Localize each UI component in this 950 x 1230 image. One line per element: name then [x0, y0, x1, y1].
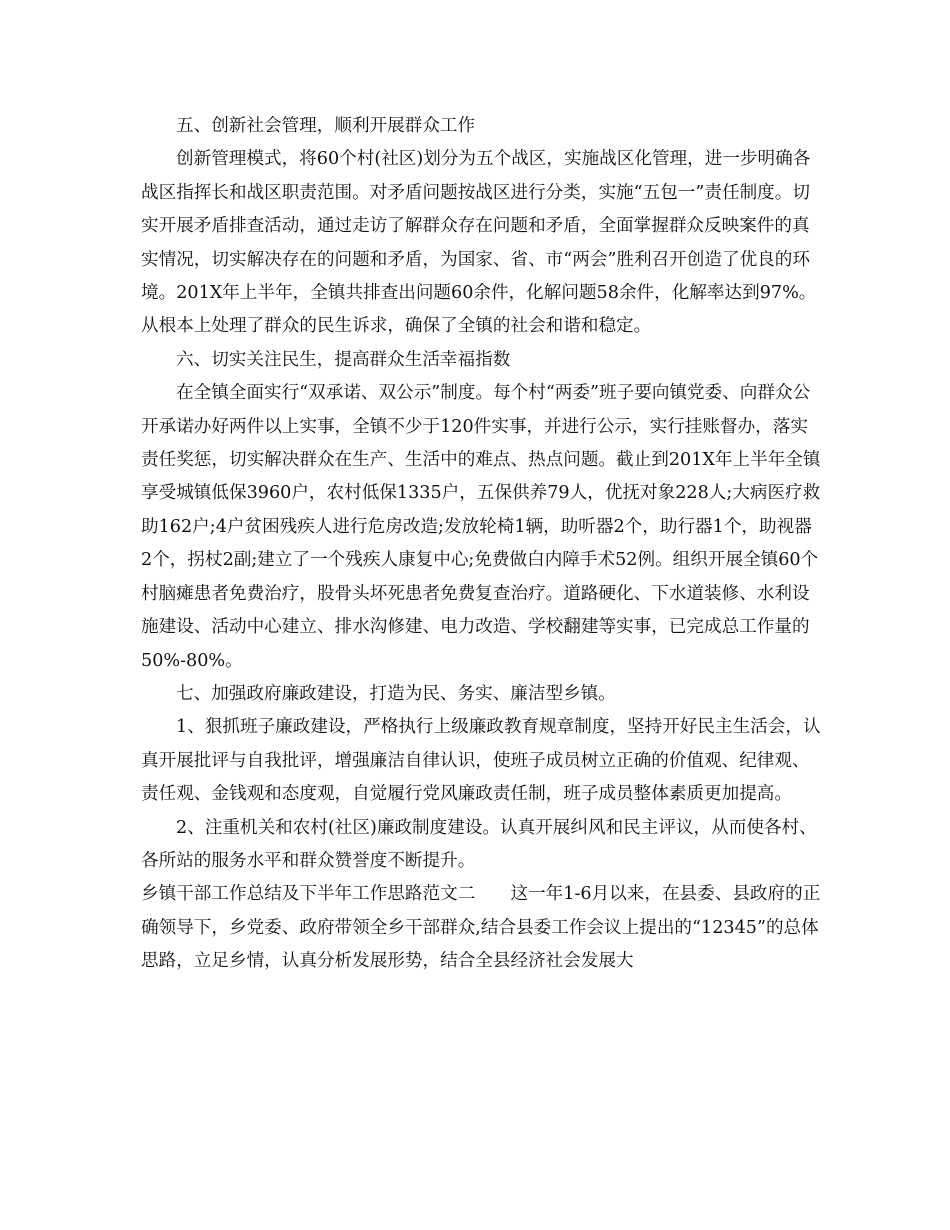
section-heading-6: 六、切实关注民生，提高群众生活幸福指数: [176, 349, 511, 370]
section-heading-5: 五、创新社会管理，顺利开展群众工作: [176, 116, 476, 136]
paragraph-social-management: 创新管理模式，将60个村(社区)划分为五个战区，实施战区化管理，进一步明确各战区指挥长和战区职责范围。对矛盾问题按战区进行分类，实施“五包一”责任制度。切实开展矛盾排查活动，通过走访了解群众存在问题和矛盾，全面掌握群众反映案件的真实情况，切实解决存在的问题和矛盾，为国家、省、市“两会”胜利召开创造了优良的环境。201X年上半年，全镇共排查出问题60余件，化解问题58余件，化解率达到97%。从根本上处理了群众的民生诉求，确保了全镇的社会和谐和稳定。: [141, 149, 817, 337]
paragraph-institution-integrity: 2、注重机关和农村(社区)廉政制度建设。认真开展纠风和民主评议，从而使各村、各所站的服务水平和群众赞誉度不断提升。: [141, 817, 817, 871]
paragraph-livelihood: 在全镇全面实行“双承诺、双公示”制度。每个村“两委”班子要向镇党委、向群众公开承诺办好两件以上实事，全镇不少于120件实事，并进行公示，实行挂账督办，落实责任奖惩，切实解决群众在生产、生活中的难点、热点问题。截止到201X年上半年全镇享受城镇低保3960户，农村低保1335户，五保供养79人，优抚对象228人;大病医疗救助162户;4户贫困残疾人进行危房改造;发放轮椅1辆，助听器2个，助行器1个，助视器2个，拐杖2副;建立了一个残疾人康复中心;免费做白内障手术52例。组织开展全镇60个村脑瘫患者免费治疗，股骨头坏死患者免费复查治疗。道路硬化、下水道装修、水利设施建设、活动中心建立、排水沟修建、电力改造、学校翻建等实事，已完成总工作量的50%-80%。: [141, 383, 821, 671]
paragraph-sample-two: 乡镇干部工作总结及下半年工作思路范文二 这一年1-6月以来，在县委、县政府的正确领导下，乡党委、政府带领全乡干部群众,结合县委工作会议上提出的“12345”的总体思路，立足乡情，认真分析发展形势，结合全县经济社会发展大: [141, 884, 821, 972]
paragraph-leadership-integrity: 1、狠抓班子廉政建设，严格执行上级廉政教育规章制度，坚持开好民主生活会，认真开展批评与自我批评，增强廉洁自律认识，使班子成员树立正确的价值观、纪律观、责任观、金钱观和态度观，自觉履行党风廉政责任制，班子成员整体素质更加提高。: [141, 717, 821, 805]
section-heading-7: 七、加强政府廉政建设，打造为民、务实、廉洁型乡镇。: [176, 683, 616, 704]
document-body: [141, 110, 822, 979]
